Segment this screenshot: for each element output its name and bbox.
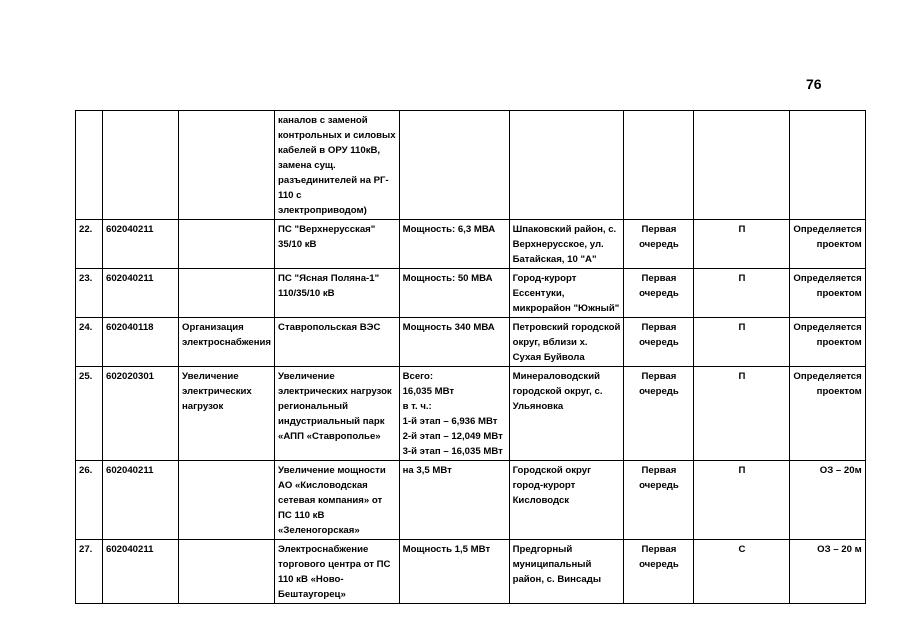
cell-line: Город-курорт: [512, 273, 577, 284]
cost-cell: [790, 220, 865, 269]
queue-cell: [624, 269, 694, 318]
cell-line: очередь: [639, 559, 679, 570]
code-cell: 602040211: [103, 540, 179, 604]
object-cell: [275, 111, 400, 220]
object-cell: [275, 269, 400, 318]
cell-line: Всего:: [402, 371, 434, 382]
cell-line: замена сущ.: [278, 160, 336, 171]
cell-line: «Зеленогорская»: [278, 525, 360, 536]
cell-line: 2-й этап – 12,049 МВт: [402, 431, 503, 442]
code-cell: 602040211: [103, 220, 179, 269]
cell-line: округ, вблизи х.: [512, 337, 588, 348]
capacity-cell: [399, 540, 509, 604]
cell-line: 35/10 кВ: [278, 239, 317, 250]
cost-cell: [790, 367, 865, 461]
purpose-cell: [179, 220, 275, 269]
cell-line: каналов с заменой: [278, 115, 368, 126]
location-cell: [509, 269, 624, 318]
capacity-cell: [399, 111, 509, 220]
cell-line: очередь: [639, 386, 679, 397]
cell-line: Первая: [641, 322, 677, 333]
cost-cell: [790, 111, 865, 220]
type-cell: С: [694, 540, 790, 604]
purpose-cell: [179, 111, 275, 220]
cell-line: Бештаугорец»: [278, 589, 346, 600]
row-number-cell: [76, 111, 103, 220]
cell-line: микрорайон "Южный": [512, 303, 620, 314]
table-row: [76, 318, 866, 367]
cell-line: 1-й этап – 6,936 МВт: [402, 416, 498, 427]
cell-line: ПС 110 кВ: [278, 510, 325, 521]
table-row: [76, 111, 866, 220]
cell-line: нагрузок: [182, 401, 224, 412]
cell-line: Первая: [641, 465, 677, 476]
cell-line: Увеличение мощности: [278, 465, 386, 476]
cell-line: Определяется: [793, 273, 862, 284]
capacity-cell: [399, 220, 509, 269]
cell-line: электроприводом): [278, 205, 367, 216]
cell-line: «АПП «Ставрополье»: [278, 431, 381, 442]
type-cell: П: [694, 318, 790, 367]
cell-line: Первая: [641, 224, 677, 235]
queue-cell: [624, 461, 694, 540]
code-cell: 602040211: [103, 269, 179, 318]
cell-line: городской округ, с.: [512, 386, 603, 397]
cell-line: региональный: [278, 401, 348, 412]
code-cell: [103, 111, 179, 220]
purpose-cell: [179, 318, 275, 367]
cell-line: Ессентуки,: [512, 288, 565, 299]
cell-line: электрических нагрузок: [278, 386, 392, 397]
row-number-cell: 24.: [76, 318, 103, 367]
cell-line: Сухая Буйвола: [512, 352, 585, 363]
document-table: [75, 110, 866, 604]
cell-line: Мощность: 6,3 МВА: [402, 224, 496, 235]
cell-line: ОЗ – 20м: [819, 465, 862, 476]
code-cell: 602040118: [103, 318, 179, 367]
cell-line: 110 с: [278, 190, 302, 201]
object-cell: [275, 461, 400, 540]
cell-line: Кисловодск: [512, 495, 570, 506]
object-cell: [275, 318, 400, 367]
row-number-cell: 27.: [76, 540, 103, 604]
table-body: [76, 111, 866, 604]
location-cell: [509, 540, 624, 604]
cell-line: Шпаковский район, с.: [512, 224, 617, 235]
cell-line: разъединителей на РГ-: [278, 175, 389, 186]
cost-cell: [790, 461, 865, 540]
cell-line: в т. ч.:: [402, 401, 432, 412]
location-cell: [509, 461, 624, 540]
type-cell: [694, 111, 790, 220]
cell-line: проектом: [816, 239, 862, 250]
location-cell: [509, 220, 624, 269]
cell-line: Минераловодский: [512, 371, 601, 382]
cell-line: Определяется: [793, 224, 862, 235]
cell-line: 110 кВ «Ново-: [278, 574, 344, 585]
queue-cell: [624, 540, 694, 604]
type-cell: П: [694, 461, 790, 540]
cost-cell: [790, 540, 865, 604]
cell-line: сетевая компания» от: [278, 495, 383, 506]
cell-line: муниципальный: [512, 559, 592, 570]
cell-line: Электроснабжение: [278, 544, 369, 555]
cell-line: Предгорный: [512, 544, 573, 555]
cell-line: кабелей в ОРУ 110кВ,: [278, 145, 381, 156]
cell-line: Организация: [182, 322, 244, 333]
cell-line: ПС "Верхнерусская": [278, 224, 376, 235]
cell-line: город-курорт: [512, 480, 576, 491]
cell-line: Определяется: [793, 371, 862, 382]
cell-line: электроснабжения: [182, 337, 272, 348]
table-row: [76, 367, 866, 461]
cell-line: Первая: [641, 273, 677, 284]
capacity-cell: [399, 318, 509, 367]
cell-line: Увеличение: [182, 371, 239, 382]
cell-line: 3-й этап – 16,035 МВт: [402, 446, 503, 457]
queue-cell: [624, 220, 694, 269]
cell-line: ОЗ – 20 м: [817, 544, 862, 555]
purpose-cell: [179, 367, 275, 461]
row-number-cell: 23.: [76, 269, 103, 318]
cell-line: Мощность 340 МВА: [402, 322, 495, 333]
cell-line: электрических: [182, 386, 252, 397]
queue-cell: [624, 111, 694, 220]
purpose-cell: [179, 269, 275, 318]
type-cell: П: [694, 269, 790, 318]
row-number-cell: 26.: [76, 461, 103, 540]
cell-line: 16,035 МВт: [402, 386, 455, 397]
table-row: [76, 461, 866, 540]
row-number-cell: 22.: [76, 220, 103, 269]
cell-line: проектом: [816, 337, 862, 348]
code-cell: 602040211: [103, 461, 179, 540]
type-cell: П: [694, 367, 790, 461]
cell-line: очередь: [639, 480, 679, 491]
cell-line: район, с. Винсады: [512, 574, 602, 585]
cell-line: ПС "Ясная Поляна-1": [278, 273, 380, 284]
cell-line: на 3,5 МВт: [402, 465, 452, 476]
row-number-cell: 25.: [76, 367, 103, 461]
cell-line: Определяется: [793, 322, 862, 333]
code-cell: 602020301: [103, 367, 179, 461]
cell-line: проектом: [816, 386, 862, 397]
capacity-cell: [399, 367, 509, 461]
page-number: 76: [806, 76, 822, 92]
cell-line: торгового центра от ПС: [278, 559, 391, 570]
queue-cell: [624, 318, 694, 367]
cell-line: индустриальный парк: [278, 416, 385, 427]
cell-line: очередь: [639, 288, 679, 299]
location-cell: [509, 111, 624, 220]
purpose-cell: [179, 461, 275, 540]
cell-line: очередь: [639, 337, 679, 348]
capacity-cell: [399, 461, 509, 540]
table-row: [76, 269, 866, 318]
cell-line: Ульяновка: [512, 401, 564, 412]
queue-cell: [624, 367, 694, 461]
cell-line: Ставропольская ВЭС: [278, 322, 381, 333]
location-cell: [509, 367, 624, 461]
cell-line: Первая: [641, 371, 677, 382]
cell-line: Первая: [641, 544, 677, 555]
cell-line: Верхнерусское, ул.: [512, 239, 604, 250]
cell-line: Батайская, 10 "А": [512, 254, 597, 265]
cell-line: Петровский городской: [512, 322, 621, 333]
type-cell: П: [694, 220, 790, 269]
cost-cell: [790, 269, 865, 318]
cell-line: Городской округ: [512, 465, 592, 476]
cell-line: Увеличение: [278, 371, 335, 382]
cell-line: Мощность 1,5 МВт: [402, 544, 491, 555]
cell-line: очередь: [639, 239, 679, 250]
cell-line: 110/35/10 кВ: [278, 288, 335, 299]
table-row: [76, 220, 866, 269]
cell-line: АО «Кисловодская: [278, 480, 368, 491]
capacity-cell: [399, 269, 509, 318]
cost-cell: [790, 318, 865, 367]
location-cell: [509, 318, 624, 367]
object-cell: [275, 220, 400, 269]
object-cell: [275, 367, 400, 461]
table-row: [76, 540, 866, 604]
cell-line: контрольных и силовых: [278, 130, 396, 141]
cell-line: Мощность: 50 МВА: [402, 273, 493, 284]
cell-line: проектом: [816, 288, 862, 299]
object-cell: [275, 540, 400, 604]
purpose-cell: [179, 540, 275, 604]
